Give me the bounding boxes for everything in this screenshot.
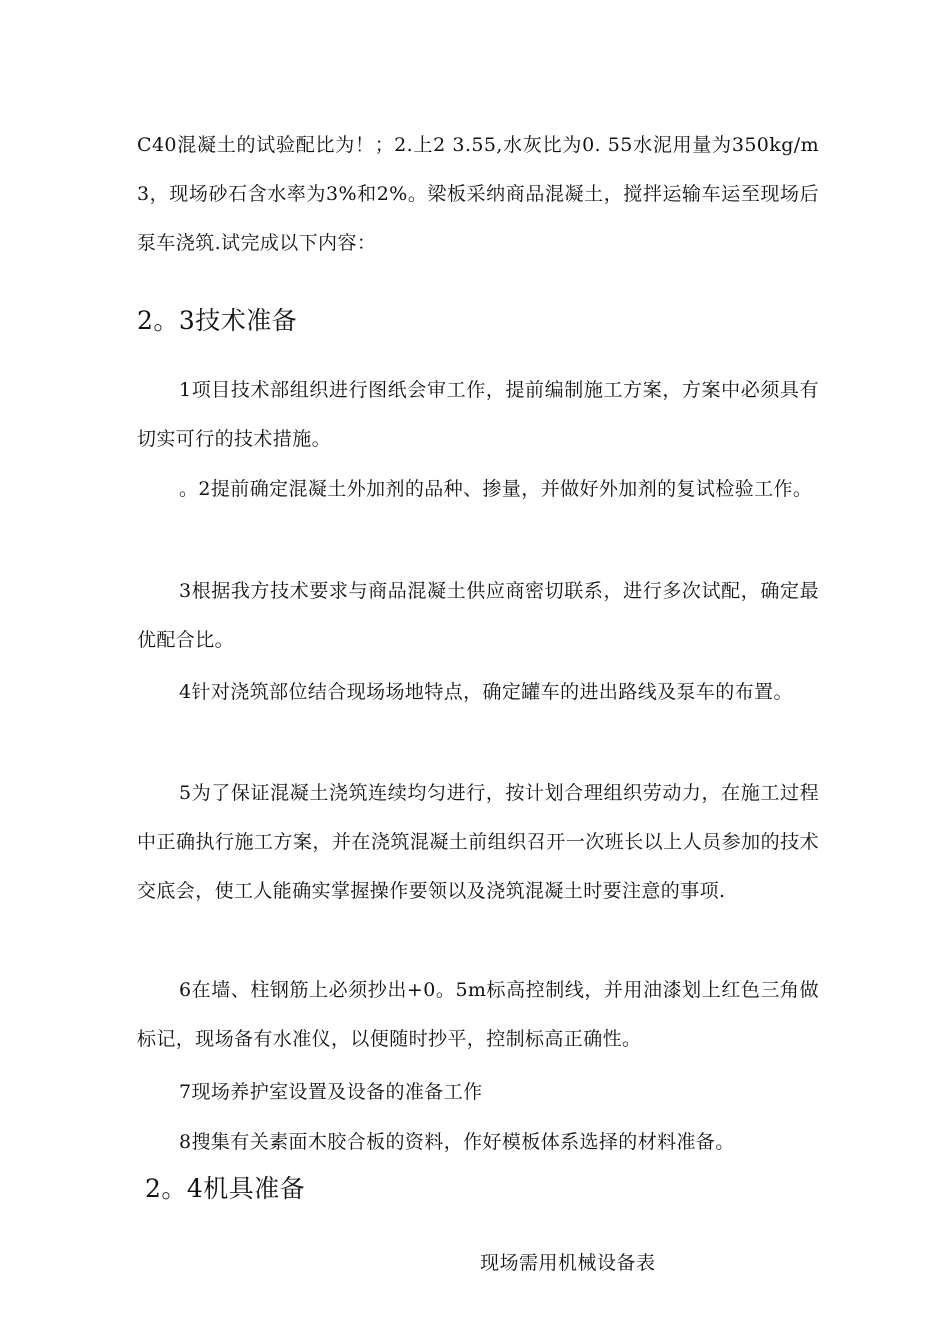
section-2-4-heading: 2。4机具准备 xyxy=(145,1174,306,1203)
tech-item-1: 1项目技术部组织进行图纸会审工作，提前编制施工方案，方案中必须具有切实可行的技术措施。 xyxy=(137,379,819,450)
tech-item-5: 5为了保证混凝土浇筑连续均匀进行，按计划合理组织劳动力，在施工过程中正确执行施工方案，并在浇筑混凝土前组织召开一次班长以上人员参加的技术交底会，使工人能确实掌握操作要领以及浇筑混凝土时要注意的事项. xyxy=(137,782,819,902)
tech-item-3: 3根据我方技术要求与商品混凝土供应商密切联系，进行多次试配，确定最优配合比。 xyxy=(137,580,819,651)
tech-item-8: 8搜集有关素面木胶合板的资料，作好模板体系选择的材料准备。 xyxy=(179,1131,735,1153)
section-2-3-heading: 2。3技术准备 xyxy=(137,306,298,335)
tech-item-2: 。2提前确定混凝土外加剂的品种、掺量，并做好外加剂的复试检验工作。 xyxy=(179,478,813,500)
tech-item-7: 7现场养护室设置及设备的准备工作 xyxy=(179,1081,483,1103)
tech-item-6: 6在墙、柱钢筋上必须抄出+0。5m标高控制线，并用油漆划上红色三角做标记，现场备有水准仪，以便随时抄平，控制标高正确性。 xyxy=(137,979,819,1050)
intro-paragraph: C40混凝土的试验配比为！；2.上2 3.55,水灰比为0. 55水泥用量为350kg/m3，现场砂石含水率为3%和2%。梁板采纳商品混凝土，搅拌运输车运至现场后泵车浇筑.试完成以下内容： xyxy=(137,134,819,254)
table-caption: 现场需用机械设备表 xyxy=(480,1252,656,1274)
tech-item-4: 4针对浇筑部位结合现场场地特点，确定罐车的进出路线及泵车的布置。 xyxy=(179,681,793,703)
